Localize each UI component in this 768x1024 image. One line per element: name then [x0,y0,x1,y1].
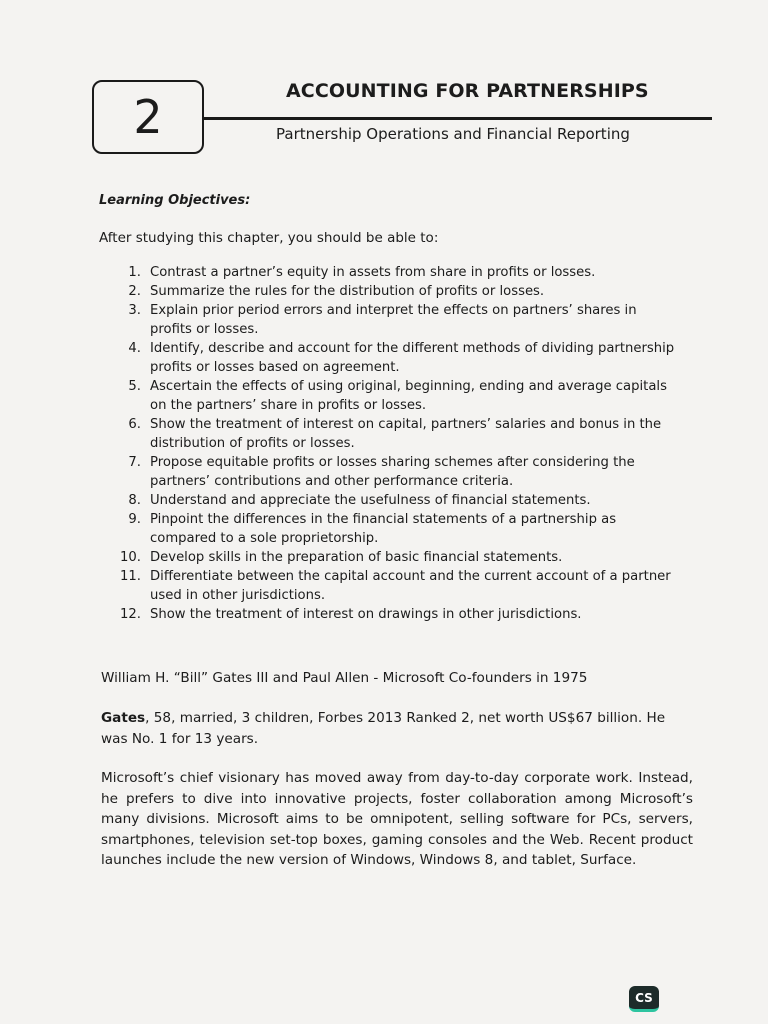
learning-objectives-heading: Learning Objectives: [99,193,251,208]
item-number: 6. [128,417,141,432]
item-text: Understand and appreciate the usefulness of financial statements. [150,493,591,508]
item-text: Contrast a partner’s equity in assets from share in profits or losses. [150,265,596,280]
item-number: 8. [128,493,141,508]
item-number: 2. [128,284,141,299]
item-text: Summarize the rules for the distribution of profits or losses. [150,284,545,299]
item-number: 5. [128,379,141,394]
gates-paragraph [101,708,693,749]
list-item [112,415,682,453]
list-item [112,339,682,377]
item-text: Show the treatment of interest on drawings in other jurisdictions. [150,607,582,622]
item-text: Ascertain the effects of using original, beginning, ending and average capitals on the partners’ share in profits or losses. [150,379,667,413]
list-item [112,453,682,491]
list-item [112,491,682,510]
item-number: 1. [128,265,141,280]
camscanner-logo-icon: CS [629,986,659,1012]
item-number: 10. [120,550,141,565]
item-number: 9. [128,512,141,527]
item-text: Pinpoint the differences in the financial statements of a partnership as compared to a sole proprietorship. [150,512,617,546]
list-item [112,263,682,282]
list-item [112,301,682,339]
list-item [112,567,682,605]
list-item [112,605,682,624]
item-text: Propose equitable profits or losses sharing schemes after considering the partners’ contributions and other performance criteria. [150,455,635,489]
learning-objectives-list [112,263,682,624]
chapter-number-box: 2 [92,80,204,154]
item-number: 7. [128,455,141,470]
chapter-title: ACCOUNTING FOR PARTNERSHIPS [286,80,649,102]
gates-name: Gates [101,710,146,726]
item-number: 11. [120,569,141,584]
gates-details: , 58, married, 3 children, Forbes 2013 Ranked 2, net worth US$67 billion. He was No. 1 for 13 years. [101,710,666,747]
list-item [112,377,682,415]
list-item [112,282,682,301]
list-item [112,510,682,548]
item-number: 12. [120,607,141,622]
chapter-subtitle: Partnership Operations and Financial Reporting [276,125,630,143]
microsoft-paragraph: Microsoft’s chief visionary has moved away from day-to-day corporate work. Instead, he prefers to dive into innovative projects, foster collaboration among Microsoft’s many divisions. Microsoft aims to be omnipotent, selling software for PCs, servers, smartphones, television set-top boxes, gaming consoles and the Web. Recent product launches include the new version of Windows, Windows 8, and tablet, Surface. [101,770,693,868]
item-number: 4. [128,341,141,356]
item-text: Show the treatment of interest on capital, partners’ salaries and bonus in the distribution of profits or losses. [150,417,662,451]
founders-line: William H. “Bill” Gates III and Paul Allen - Microsoft Co-founders in 1975 [101,670,588,686]
list-item [112,548,682,567]
item-text: Identify, describe and account for the different methods of dividing partnership profits or losses based on agreement. [150,341,675,375]
item-text: Explain prior period errors and interpret the effects on partners’ shares in profits or losses. [150,303,637,337]
item-text: Develop skills in the preparation of basic financial statements. [150,550,563,565]
item-text: Differentiate between the capital account and the current account of a partner used in other jurisdictions. [150,569,671,603]
item-number: 3. [128,303,141,318]
header-rule [204,117,712,120]
learning-objectives-intro: After studying this chapter, you should be able to: [99,230,439,246]
